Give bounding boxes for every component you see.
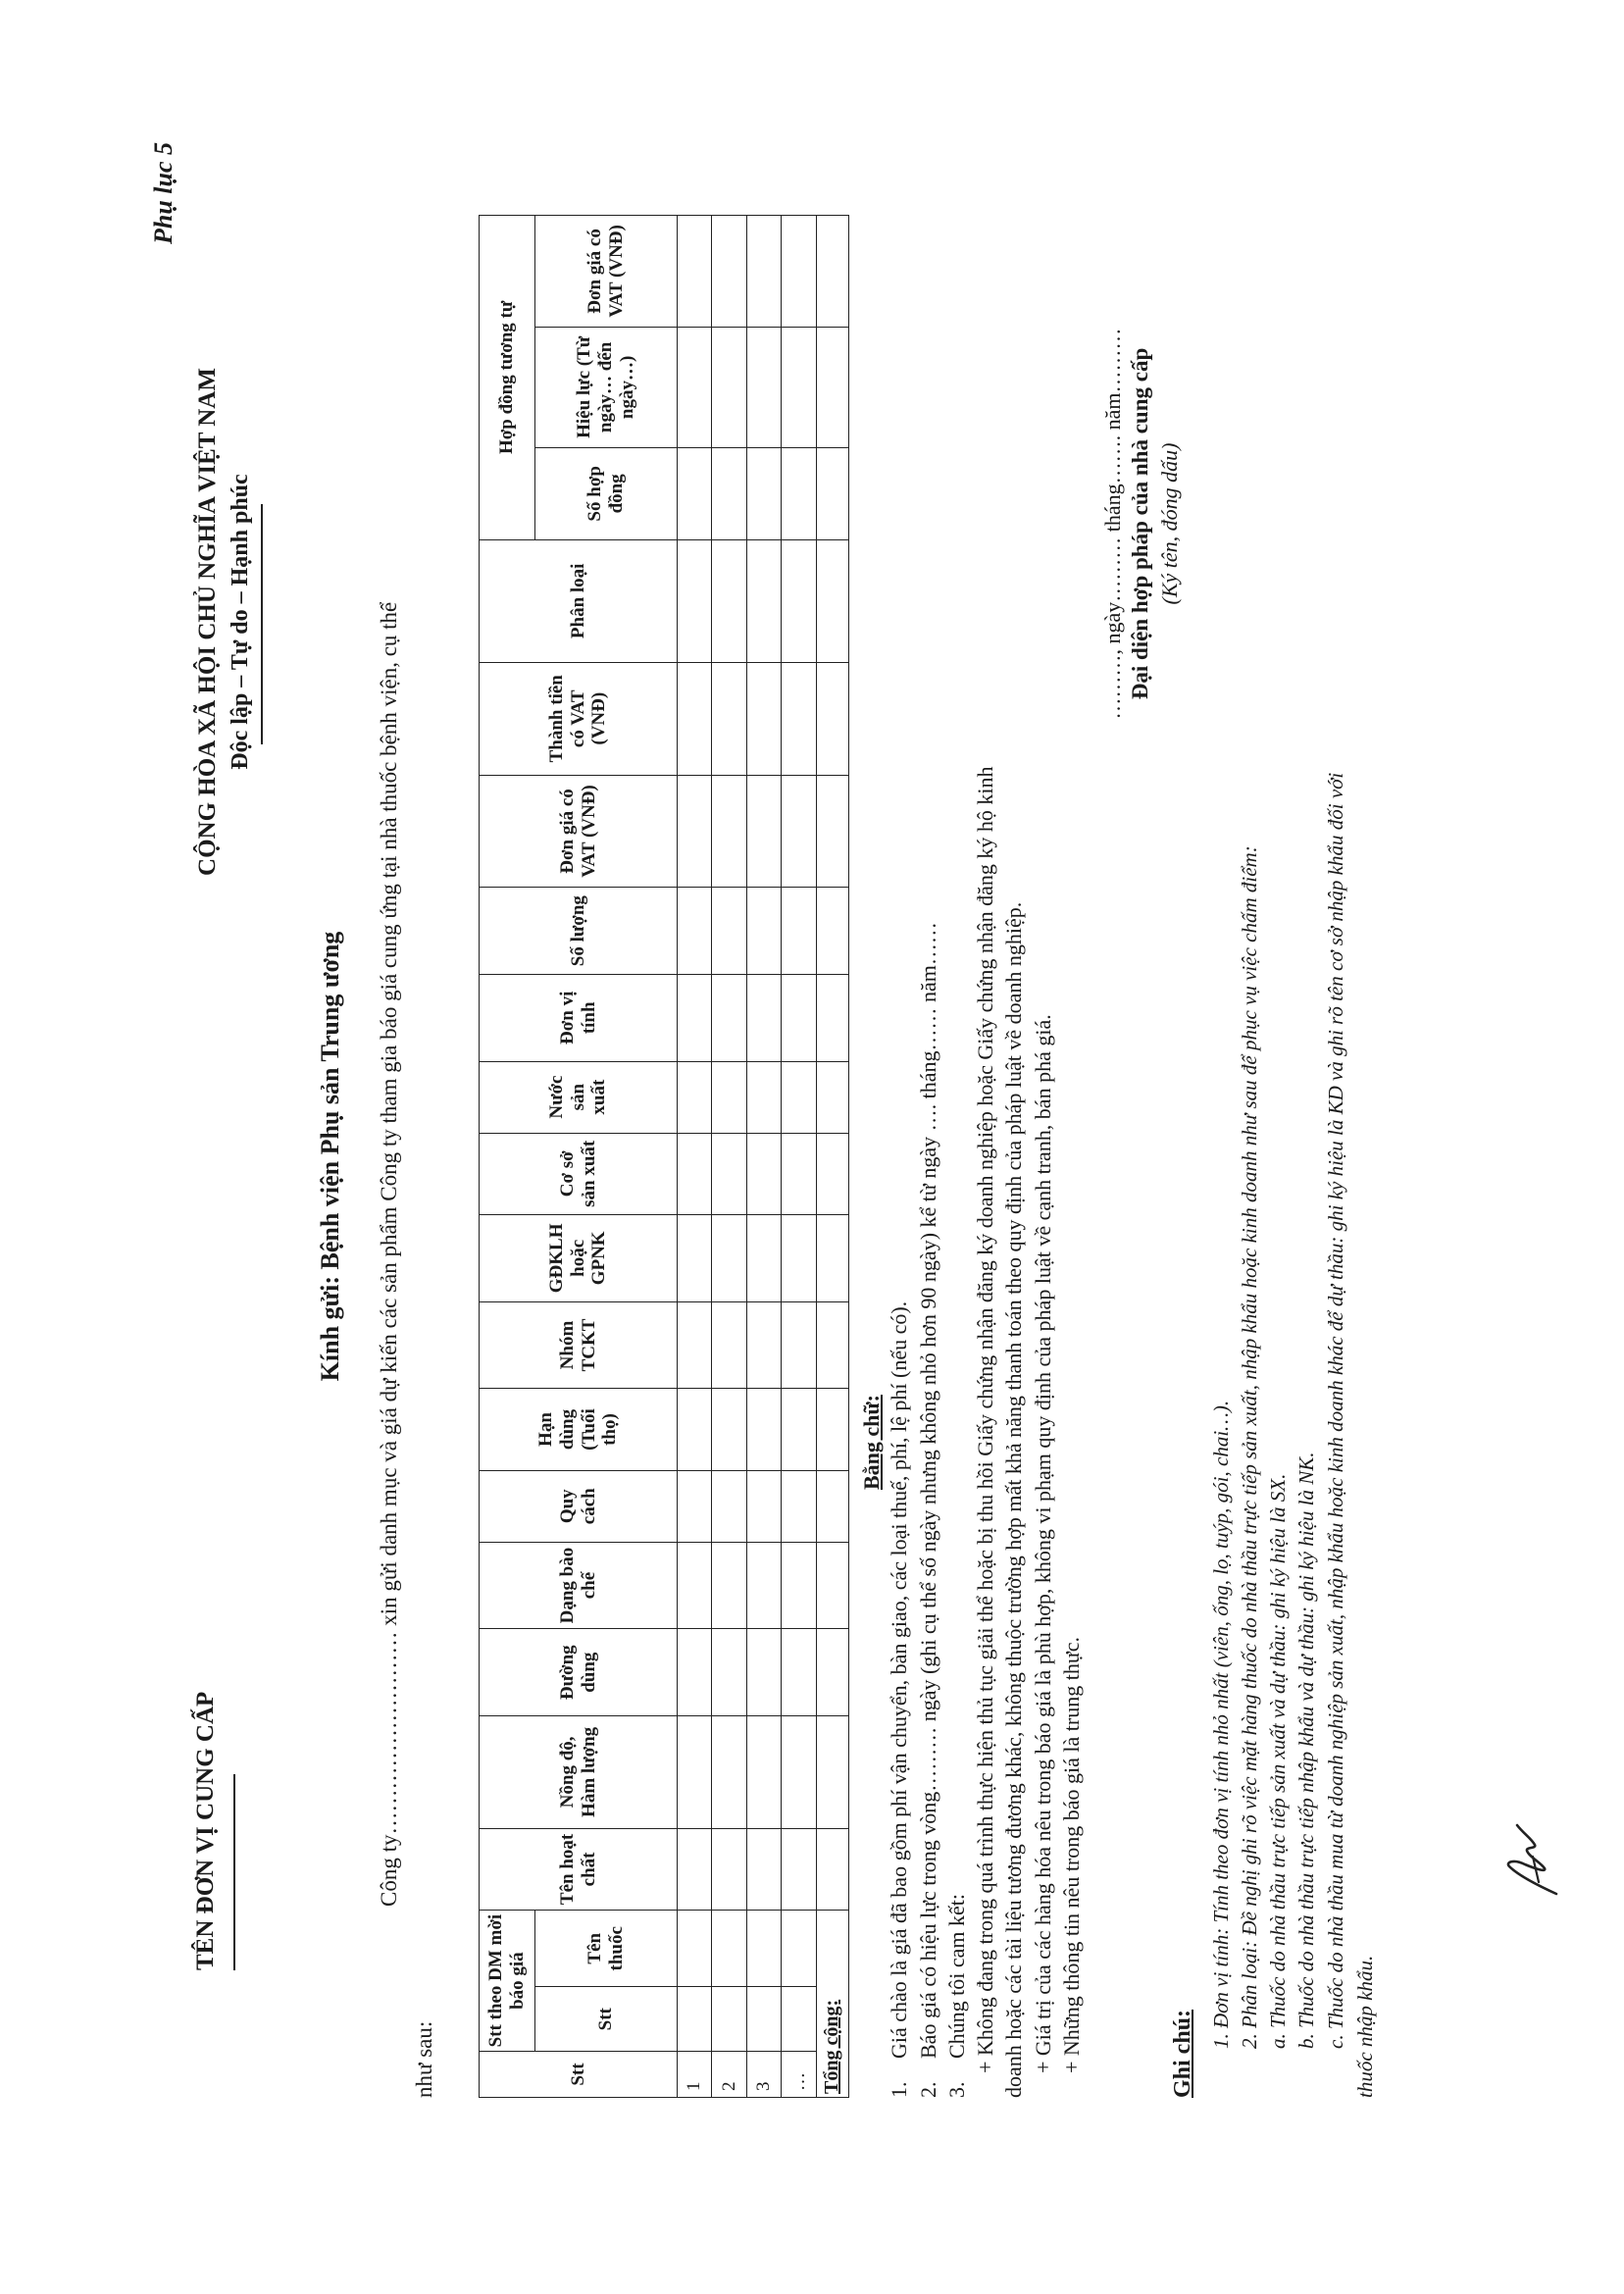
intro-line: Công ty……………………… xin gửi danh mục và giá dự kiến các sản phẩm Công ty tham gia báo giá cung ứng tại nhà thuốc bệnh viện, cụ thể	[377, 601, 401, 1907]
total-label: Tổng cộng:	[816, 1911, 848, 2098]
row-number: 1	[678, 2052, 712, 2098]
col-don-vi-tinh: Đơn vị tính	[480, 974, 678, 1061]
col-so-luong: Số lượng	[480, 888, 678, 975]
addressee: Kính gửi: Bệnh viện Phụ sản Trung ương	[316, 931, 344, 1382]
col-don-gia-hop-dong: Đơn giá có VAT (VNĐ)	[535, 216, 678, 328]
note-subitem-continued: thuốc nhập khẩu.	[1353, 1955, 1377, 2098]
national-title: CỘNG HÒA XÃ HỘI CHỦ NGHĨA VIỆT NAM	[194, 368, 221, 876]
col-dang-bao-che: Dạng bào chế	[480, 1542, 678, 1629]
supplier-name-heading: TÊN ĐƠN VỊ CUNG CẤP	[192, 1691, 219, 1970]
col-duong-dung: Đường dùng	[480, 1629, 678, 1716]
intro-line: như sau:	[412, 2020, 436, 2098]
commitment-item: 1.Giá chào là giá đã bao gồm phí vận chuyển, bàn giao, các loại thuế, phí, lệ phí (nếu có).	[887, 1300, 911, 2098]
col-quy-cach: Quy cách	[480, 1470, 678, 1542]
national-motto: Độc lập – Tự do – Hạnh phúc	[228, 474, 253, 770]
col-thanh-tien: Thành tiền có VAT (VNĐ)	[480, 662, 678, 775]
col-stt-dm: Stt	[535, 1987, 678, 2052]
handwritten-initials	[1496, 1813, 1574, 1902]
col-stt-dm-group: Stt theo DM mời báo giá	[480, 1911, 535, 2052]
col-nong-do: Nồng độ, Hàm lượng	[480, 1716, 678, 1829]
commitment-item: 3.Chúng tôi cam kết:	[944, 1893, 969, 2098]
col-ten-thuoc: Tên thuốc	[535, 1911, 678, 1987]
amount-in-words-label: Bằng chữ:	[859, 1395, 884, 1490]
col-ten-hoat-chat: Tên hoạt chất	[480, 1828, 678, 1910]
price-quote-table	[479, 215, 849, 2098]
note-subitem: c. Thuốc do nhà thầu mua từ doanh nghiệp sản xuất, nhập khẩu hoặc kinh doanh khác để dự thầu: ghi ký hiệu là KD và ghi rõ tên cơ sở nhập khẩu đối với	[1324, 772, 1347, 2049]
commitment-bullet: + Những thông tin nêu trong báo giá là trung thực.	[1059, 1636, 1084, 2073]
total-row	[816, 216, 848, 2098]
commitment-item: 2.Báo giá có hiệu lực trong vòng……… ngày (ghi cụ thể số ngày nhưng không nhỏ hơn 90 ngày) kể từ ngày …. tháng…… năm……	[916, 922, 940, 2098]
note-item: 2. Phân loại: Đề nghị ghi rõ việc mặt hàng thuốc do nhà thầu trực tiếp sản xuất, nhập khẩu hoặc kinh doanh như sau để phục vụ việc chấm điểm:	[1238, 845, 1261, 2049]
col-gdklh: GĐKLH hoặc GPNK	[480, 1215, 678, 1302]
col-don-gia-vat: Đơn giá có VAT (VNĐ)	[480, 775, 678, 888]
col-co-so-san-xuat: Cơ sở sản xuất	[480, 1133, 678, 1214]
note-subitem: a. Thuốc do nhà thầu trực tiếp sản xuất và dự thầu: ghi ký hiệu là SX.	[1266, 1473, 1290, 2049]
commitment-bullet-continued: doanh hoặc các tài liệu tương đương khác, không thuộc trường hợp mất khả năng thanh toán theo quy định của pháp luật về doanh nghiệp.	[1001, 901, 1026, 2098]
signature-date-line: ………, ngày……… tháng……. năm………	[1100, 328, 1125, 720]
signature-note: (Ký tên, đóng dấu)	[1157, 442, 1182, 605]
col-phan-loai: Phân loại	[480, 539, 678, 662]
notes-title: Ghi chú:	[1170, 2009, 1195, 2098]
table-row	[678, 216, 712, 2098]
appendix-label: Phụ lục 5	[149, 141, 178, 244]
note-item: 1. Đơn vị tính: Tính theo đơn vị tính nhỏ nhất (viên, ống, lọ, tuýp, gói, chai…).	[1209, 1400, 1233, 2049]
heading-underline	[233, 1774, 235, 1970]
col-han-dung: Hạn dùng (Tuổi thọ)	[480, 1389, 678, 1470]
col-hop-dong-group: Hợp đồng tương tự	[480, 216, 535, 540]
col-nuoc-san-xuat: Nước sản xuất	[480, 1061, 678, 1133]
row-number: 3	[746, 2052, 781, 2098]
note-subitem: b. Thuốc do nhà thầu trực tiếp nhập khẩu và dự thầu: ghi ký hiệu là NK.	[1294, 1452, 1318, 2049]
motto-underline	[261, 504, 263, 744]
row-number: 2	[712, 2052, 746, 2098]
col-hieu-luc: Hiệu lực (Từ ngày… đến ngày…)	[535, 327, 678, 447]
col-stt: Stt	[480, 2052, 678, 2098]
table-row	[712, 216, 746, 2098]
col-nhom-tckt: Nhóm TCKT	[480, 1301, 678, 1389]
commitment-bullet: + Không đang trong quá trình thực hiện thủ tục giải thể hoặc bị thu hồi Giấy chứng nhận đăng ký doanh nghiệp hoặc Giấy chứng nhận đăng ký hộ kinh	[973, 766, 997, 2073]
table-row	[746, 216, 781, 2098]
row-number: …	[782, 2052, 816, 2098]
col-so-hop-dong: Số hợp đồng	[535, 447, 678, 539]
commitment-bullet: + Giá trị của các hàng hóa nêu trong báo giá là phù hợp, không vi phạm quy định của pháp luật về cạnh tranh, bán phá giá.	[1031, 1014, 1055, 2073]
table-row	[782, 216, 816, 2098]
signature-title: Đại diện hợp pháp của nhà cung cấp	[1128, 347, 1152, 700]
